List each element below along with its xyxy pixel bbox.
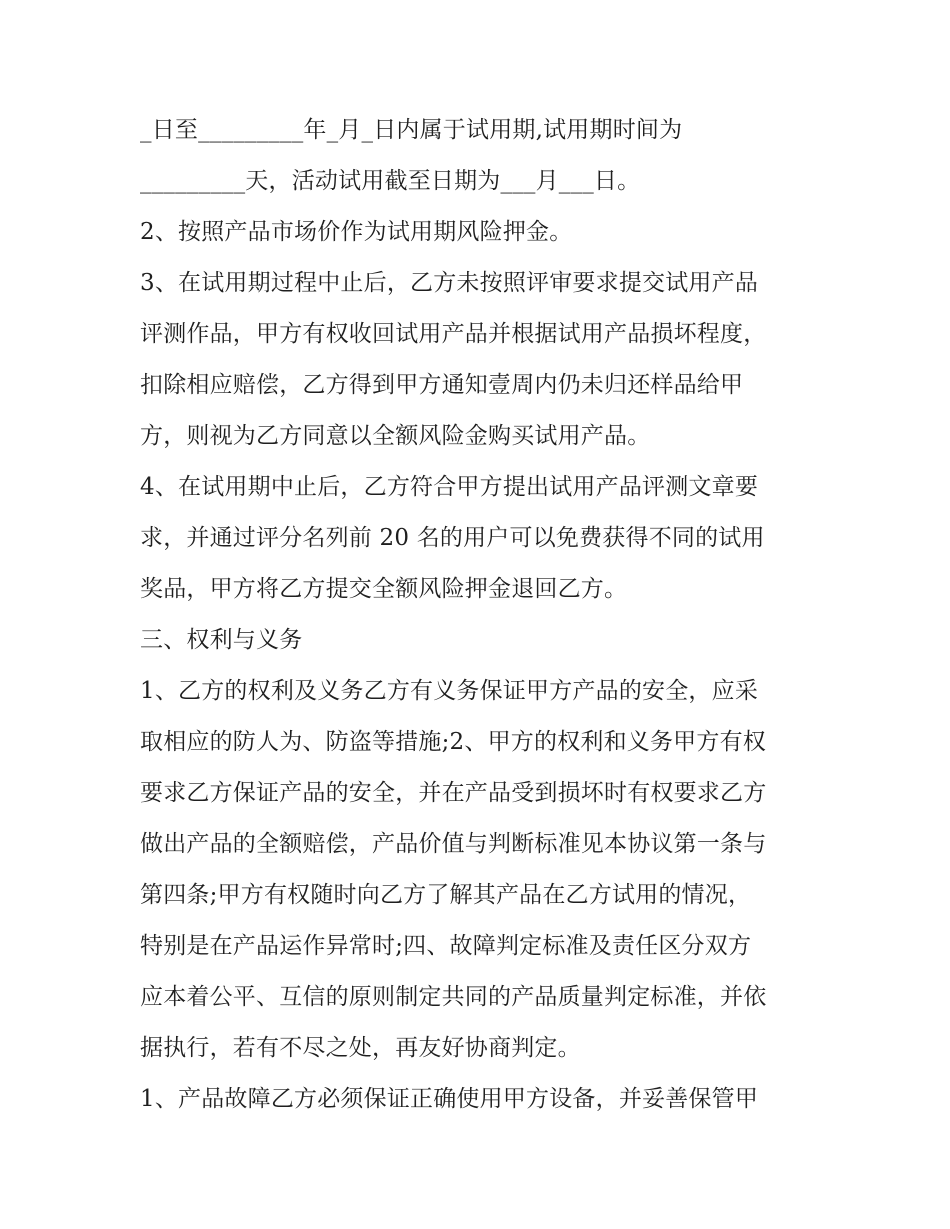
text-line: 据执行，若有不尽之处，再友好协商判定。 [140,1035,581,1061]
text-line: 方，则视为乙方同意以全额风险金购买试用产品。 [140,423,651,449]
section-heading: 三、权利与义务 [140,627,303,653]
text-line: 4、在试用期中止后，乙方符合甲方提出试用产品评测文章要 [140,474,759,500]
text-line: 3、在试用期过程中止后，乙方未按照评审要求提交试用产品 [140,270,759,296]
text-line: 做出产品的全额赔偿，产品价值与判断标准见本协议第一条与 [140,831,767,857]
text-line: 要求乙方保证产品的安全，并在产品受到损坏时有权要求乙方 [140,780,767,806]
text-line: _________天，活动试用截至日期为___月___日。 [140,168,641,194]
text-line: 奖品，甲方将乙方提交全额风险押金退回乙方。 [140,576,628,602]
text-line: 评测作品，甲方有权收回试用产品并根据试用产品损坏程度， [140,321,767,347]
text-line: 特别是在产品运作异常时;四、故障判定标准及责任区分双方 [140,933,752,959]
text-line: 扣除相应赔偿，乙方得到甲方通知壹周内仍未归还样品给甲 [140,372,744,398]
text-line: 取相应的防人为、防盗等措施;2、甲方的权利和义务甲方有权 [140,729,766,755]
text-line: 第四条;甲方有权随时向乙方了解其产品在乙方试用的情况， [140,882,752,908]
text-line: 求，并通过评分名列前 20 名的用户可以免费获得不同的试用 [140,525,765,551]
text-line: _日至_________年_月_日内属于试用期,试用期时间为 [140,117,683,143]
text-line: 1、乙方的权利及义务乙方有义务保证甲方产品的安全，应采 [140,678,759,704]
text-line: 1、产品故障乙方必须保证正确使用甲方设备，并妥善保管甲 [140,1086,759,1112]
text-line: 2、按照产品市场价作为试用期风险押金。 [140,219,573,245]
text-line: 应本着公平、互信的原则制定共同的产品质量判定标准，并依 [140,984,767,1010]
